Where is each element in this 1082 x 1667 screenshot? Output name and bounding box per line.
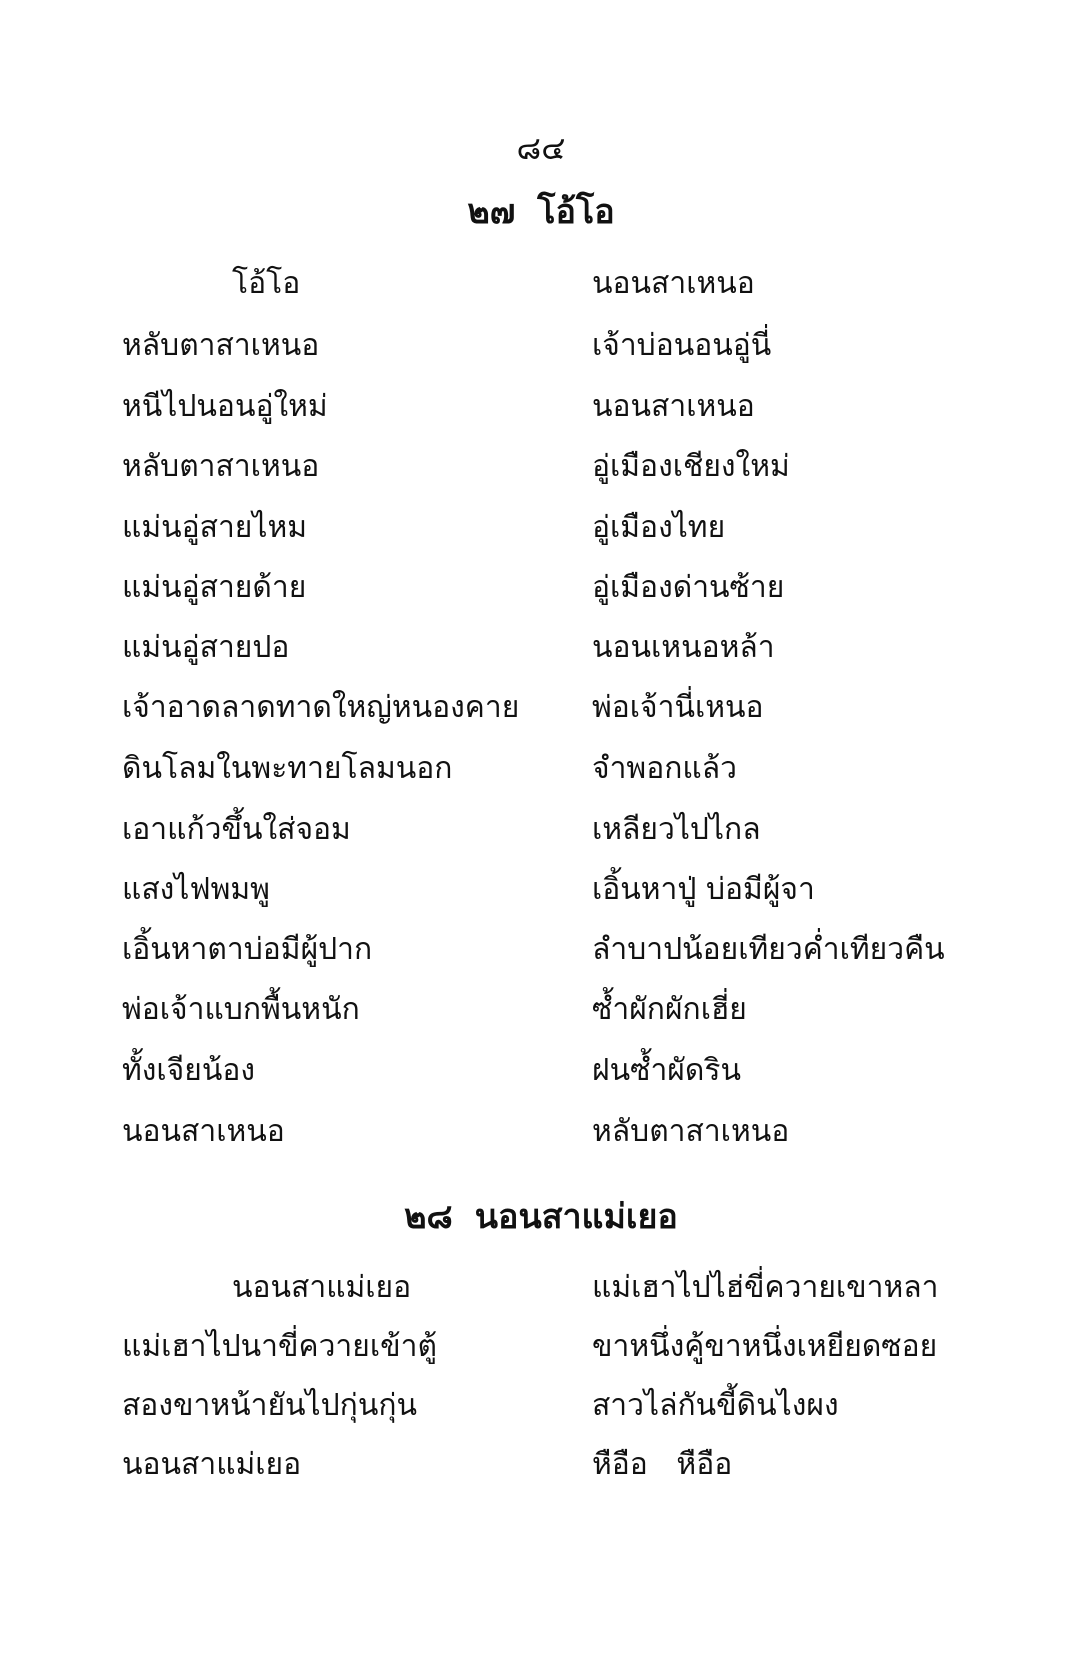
page-number: ๘๔ (516, 129, 566, 167)
verse-right: ฝนซ้ำผัดริน (592, 1053, 741, 1088)
section-title: โอ้โอ (537, 192, 615, 232)
verse-left: แม่นอู่สายปอ (122, 630, 290, 665)
verse-left: ดินโลมในพะทายโลมนอก (122, 751, 453, 786)
verse-left: พ่อเจ้าแบกพื้นหนัก (122, 992, 360, 1027)
verse-left: หลับตาสาเหนอ (122, 449, 320, 484)
verse-right: นอนสาเหนอ (592, 389, 755, 424)
verse-right: ลำบาปน้อยเทียวค่ำเทียวคืน (592, 932, 945, 967)
verse-left: สองขาหน้ายันไปกุ่นกุ่น (122, 1388, 418, 1423)
verse-left: แม่นอู่สายด้าย (122, 570, 307, 605)
verse-right: อู่เมืองเชียงใหม่ (592, 449, 790, 484)
verse-left: เจ้าอาดลาดทาดใหญ่หนองคาย (122, 690, 520, 725)
verse-right: ซ้ำผักผักเฮี่ย (592, 992, 747, 1027)
verse-right: เหลียวไปไกล (592, 812, 761, 847)
verse-right: จำพอกแล้ว (592, 751, 737, 786)
section-title: นอนสาแม่เยอ (474, 1197, 678, 1237)
verse-right: พ่อเจ้านี่เหนอ (592, 690, 764, 725)
verse-right: เอิ้นหาปู่ บ่อมีผู้จา (592, 872, 815, 907)
verse-left: เอาแก้วขึ้นใส่จอม (122, 812, 351, 847)
verse-left: หนีไปนอนอู่ใหม่ (122, 389, 328, 424)
verse-right: นอนเหนอหล้า (592, 630, 775, 665)
verse-left: แม่นอู่สายไหม (122, 510, 308, 545)
verse-left: ทั้งเจียน้อง (122, 1053, 256, 1088)
verse-right: อู่เมืองด่านซ้าย (592, 570, 785, 605)
verse-right: หลับตาสาเหนอ (592, 1114, 790, 1149)
verse-right: เจ้าบ่อนอนอู่นี่ (592, 328, 772, 363)
section-number: ๒๗ (467, 192, 516, 232)
verse-left: แม่เฮาไปนาขี่ควายเข้าตู้ (122, 1329, 437, 1364)
verse-left: แสงไฟพมพู (122, 872, 270, 907)
verse-left: เอิ้นหาตาบ่อมีผู้ปาก (122, 932, 373, 967)
section-heading-28 (0, 1195, 1082, 1239)
verse-left: หลับตาสาเหนอ (122, 328, 320, 363)
verse-left: นอนสาแม่เยอ (122, 1447, 302, 1482)
verse-left: นอนสาแม่เยอ (232, 1270, 412, 1305)
verse-right: หือือ หือือ (592, 1447, 733, 1482)
section-heading-27 (0, 190, 1082, 234)
section-number: ๒๘ (404, 1197, 453, 1237)
verse-right: ขาหนึ่งคู้ขาหนึ่งเหยียดซอย (592, 1329, 938, 1364)
verse-right: อู่เมืองไทย (592, 510, 726, 545)
verse-right: นอนสาเหนอ (592, 266, 755, 301)
verse-left: นอนสาเหนอ (122, 1114, 285, 1149)
verse-left: โอ้โอ (232, 266, 301, 301)
verse-right: แม่เฮาไปไฮ่ขี่ควายเขาหลา (592, 1270, 939, 1305)
verse-right: สาวไล่กันขี้ดินไงผง (592, 1388, 839, 1423)
